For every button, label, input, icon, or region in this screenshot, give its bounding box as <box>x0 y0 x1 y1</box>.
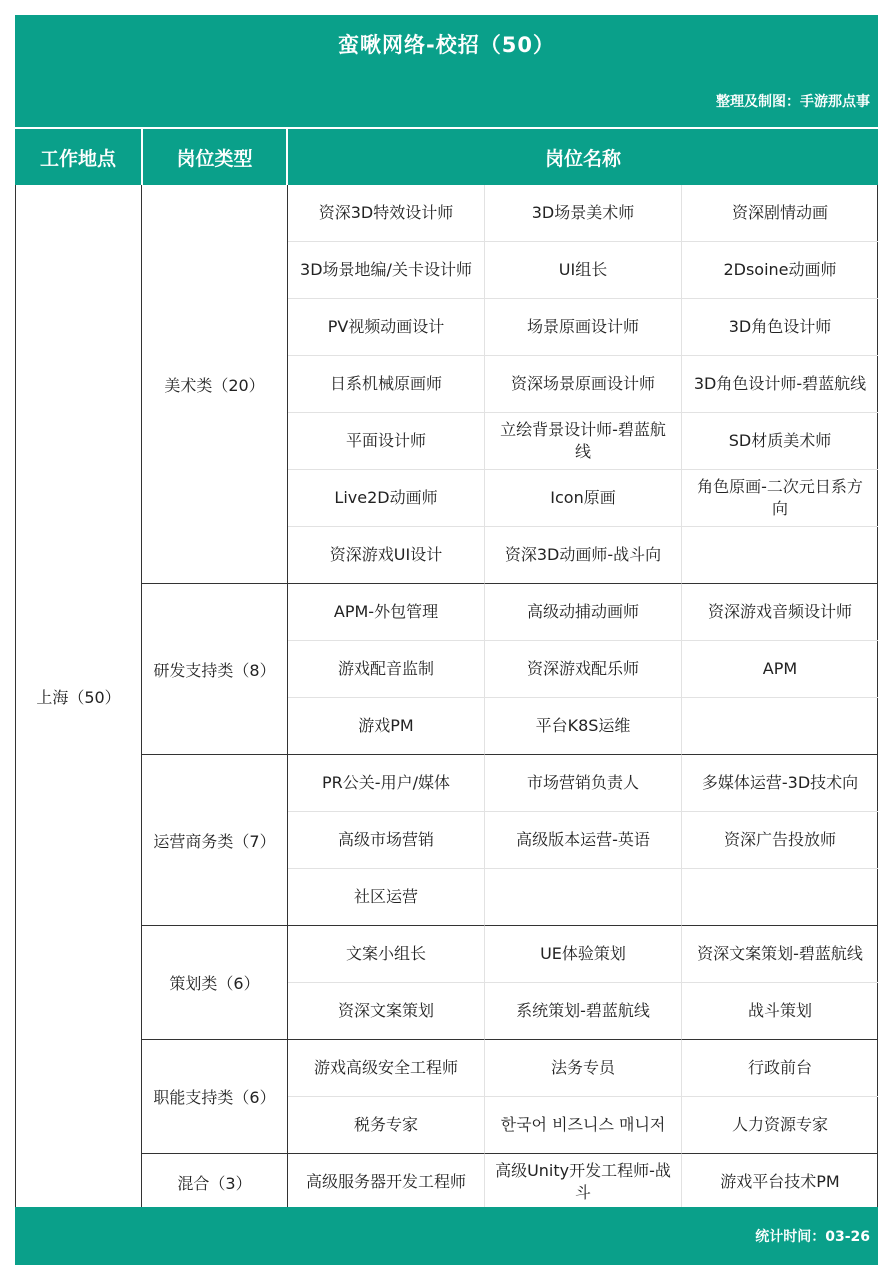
position-cell: 税务专家 <box>288 1097 485 1154</box>
category-cell: 美术类（20） <box>142 185 288 584</box>
category-cell: 运营商务类（7） <box>142 755 288 926</box>
position-cell: 场景原画设计师 <box>485 299 682 356</box>
position-cell: 立绘背景设计师-碧蓝航线 <box>485 413 682 470</box>
position-cell: UE体验策划 <box>485 926 682 983</box>
position-cell: 角色原画-二次元日系方向 <box>682 470 878 527</box>
position-cell: 高级版本运营-英语 <box>485 812 682 869</box>
position-cell: 한국어 비즈니스 매니저 <box>485 1097 682 1154</box>
position-cell: 高级服务器开发工程师 <box>288 1154 485 1211</box>
position-cell: 战斗策划 <box>682 983 878 1040</box>
position-cell: 资深3D动画师-战斗向 <box>485 527 682 584</box>
position-cell: 资深3D特效设计师 <box>288 185 485 242</box>
position-cell: 行政前台 <box>682 1040 878 1097</box>
job-listing-sheet <box>15 15 878 1265</box>
position-cell: PR公关-用户/媒体 <box>288 755 485 812</box>
category-cell: 混合（3） <box>142 1154 288 1211</box>
footer-banner <box>15 1207 878 1265</box>
location-cell: 上海（50） <box>16 185 142 1207</box>
position-cell: 资深文案策划-碧蓝航线 <box>682 926 878 983</box>
category-cell: 策划类（6） <box>142 926 288 1040</box>
position-cell: 市场营销负责人 <box>485 755 682 812</box>
position-cell: 资深剧情动画 <box>682 185 878 242</box>
position-cell <box>682 527 878 584</box>
header-banner <box>15 15 878 127</box>
column-header-category: 岗位类型 <box>142 127 286 185</box>
position-cell: 游戏配音监制 <box>288 641 485 698</box>
position-cell <box>682 698 878 755</box>
position-cell <box>485 869 682 926</box>
position-cell: 资深场景原画设计师 <box>485 356 682 413</box>
position-cell: 高级Unity开发工程师-战斗 <box>485 1154 682 1211</box>
position-cell: 游戏平台技术PM <box>682 1154 878 1211</box>
position-cell: 资深游戏音频设计师 <box>682 584 878 641</box>
position-cell: 3D场景地编/关卡设计师 <box>288 242 485 299</box>
column-header-location: 工作地点 <box>15 127 141 185</box>
stat-time: 统计时间：03-26 <box>755 1229 870 1245</box>
position-cell: PV视频动画设计 <box>288 299 485 356</box>
position-cell: 游戏PM <box>288 698 485 755</box>
column-header-positions: 岗位名称 <box>287 127 878 185</box>
position-cell: 日系机械原画师 <box>288 356 485 413</box>
position-cell: Icon原画 <box>485 470 682 527</box>
position-cell: UI组长 <box>485 242 682 299</box>
position-cell: 资深文案策划 <box>288 983 485 1040</box>
position-cell: 系统策划-碧蓝航线 <box>485 983 682 1040</box>
credit-text: 整理及制图：手游那点事 <box>716 94 870 110</box>
position-cell: 平台K8S运维 <box>485 698 682 755</box>
position-cell: 高级动捕动画师 <box>485 584 682 641</box>
position-cell: APM-外包管理 <box>288 584 485 641</box>
position-cell: 资深游戏UI设计 <box>288 527 485 584</box>
position-cell: APM <box>682 641 878 698</box>
position-cell: 法务专员 <box>485 1040 682 1097</box>
position-cell <box>682 869 878 926</box>
position-cell: 3D场景美术师 <box>485 185 682 242</box>
page-title: 蛮啾网络-校招（50） <box>338 33 555 57</box>
position-cell: 游戏高级安全工程师 <box>288 1040 485 1097</box>
position-cell: Live2D动画师 <box>288 470 485 527</box>
position-cell: 平面设计师 <box>288 413 485 470</box>
position-cell: 文案小组长 <box>288 926 485 983</box>
position-cell: 多媒体运营-3D技术向 <box>682 755 878 812</box>
position-cell: 资深游戏配乐师 <box>485 641 682 698</box>
job-table <box>15 185 878 1207</box>
position-cell: 社区运营 <box>288 869 485 926</box>
position-cell: 3D角色设计师 <box>682 299 878 356</box>
category-cell: 职能支持类（6） <box>142 1040 288 1154</box>
position-cell: 人力资源专家 <box>682 1097 878 1154</box>
position-cell: SD材质美术师 <box>682 413 878 470</box>
position-cell: 资深广告投放师 <box>682 812 878 869</box>
position-cell: 2Dsoine动画师 <box>682 242 878 299</box>
category-cell: 研发支持类（8） <box>142 584 288 755</box>
position-cell: 高级市场营销 <box>288 812 485 869</box>
position-cell: 3D角色设计师-碧蓝航线 <box>682 356 878 413</box>
